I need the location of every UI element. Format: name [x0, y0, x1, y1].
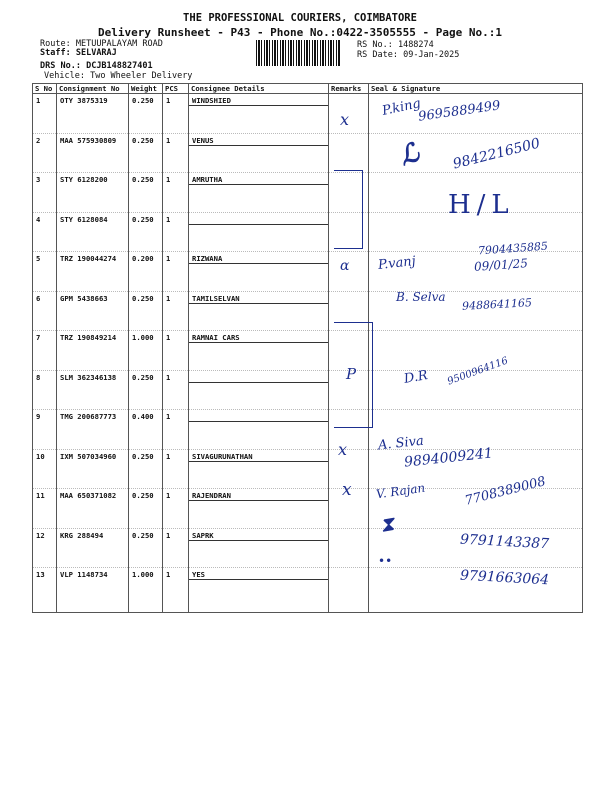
cell-consignee	[189, 410, 329, 450]
cell-cn: SLM 362346138	[57, 370, 129, 410]
cell-sno: 5	[33, 252, 57, 292]
vehicle-line	[44, 71, 192, 81]
cell-cn: VLP 1148734	[57, 568, 129, 613]
cell-sno: 6	[33, 291, 57, 331]
consignee-underline	[189, 184, 328, 185]
rs-no-line	[357, 40, 434, 50]
route-value: METUUPALAYAM ROAD	[75, 39, 163, 49]
cell-consignee: WINDSHIED	[189, 94, 329, 134]
cell-pcs: 1	[163, 212, 189, 252]
cell-sno: 7	[33, 331, 57, 371]
phone-row8: 9500964116	[446, 355, 510, 388]
cell-consignee: TAMILSELVAN	[189, 291, 329, 331]
remark-mark-11: x	[342, 480, 352, 500]
consignee-underline	[189, 382, 328, 383]
cell-weight: 0.250	[129, 94, 163, 134]
rs-date-value: 09-Jan-2025	[403, 50, 460, 60]
consignee-underline	[189, 303, 328, 304]
cell-sno: 2	[33, 133, 57, 173]
cell-pcs: 1	[163, 410, 189, 450]
cell-remarks	[329, 528, 369, 568]
vehicle-value: Two Wheeler Delivery	[90, 71, 193, 81]
remark-mark-8: P	[346, 365, 357, 383]
consignee-underline	[189, 421, 328, 422]
phone-row13: 9791663064	[459, 567, 550, 589]
cell-weight: 0.250	[129, 212, 163, 252]
cell-weight: 0.250	[129, 133, 163, 173]
drs-label: DRS No.:	[40, 61, 81, 71]
phone-row6: 9488641165	[461, 296, 533, 313]
cell-consignee	[189, 212, 329, 252]
cell-consignee: RIZWANA	[189, 252, 329, 292]
cell-cn: TMG 200687773	[57, 410, 129, 450]
col-header-pcs: PCS	[163, 84, 189, 94]
cell-consignee: SIVAGURUNATHAN	[189, 449, 329, 489]
cell-weight: 0.200	[129, 252, 163, 292]
cell-consignee: AMRUTHA	[189, 173, 329, 213]
cell-weight: 0.250	[129, 370, 163, 410]
cell-remarks	[329, 133, 369, 173]
remark-mark-5: α	[340, 258, 350, 274]
signature-row1: P.king	[380, 96, 423, 119]
staff-label: Staff:	[40, 48, 71, 58]
cell-cn: MAA 650371082	[57, 489, 129, 529]
cell-cn: OTY 3875319	[57, 94, 129, 134]
drs-value: DCJB148827401	[86, 61, 153, 71]
cell-pcs: 1	[163, 528, 189, 568]
consignee-underline	[189, 500, 328, 501]
consignee-underline	[189, 105, 328, 106]
cell-cn: STY 6128200	[57, 173, 129, 213]
drs-line	[40, 61, 153, 71]
phone-row2: 9842216500	[451, 135, 542, 173]
cell-cn: GPM 5438663	[57, 291, 129, 331]
rs-date-label: RS Date:	[357, 50, 398, 60]
table-row	[33, 449, 583, 489]
cell-pcs: 1	[163, 489, 189, 529]
barcode	[256, 40, 340, 66]
signature-row10: A. Siva	[377, 433, 425, 454]
vehicle-label: Vehicle:	[44, 71, 85, 81]
phone-row10: 9894009241	[403, 445, 494, 471]
cell-sno: 9	[33, 410, 57, 450]
signature-row8: D.R	[402, 368, 430, 387]
cell-pcs: 1	[163, 331, 189, 371]
mark-row3: H/L	[448, 190, 515, 220]
cell-consignee: RAJENDRAN	[189, 489, 329, 529]
cell-pcs: 1	[163, 291, 189, 331]
cell-cn: TRZ 190044274	[57, 252, 129, 292]
cell-pcs: 1	[163, 449, 189, 489]
consignee-underline	[189, 461, 328, 462]
cell-remarks	[329, 568, 369, 613]
signature-row5: P.vanj	[377, 254, 417, 273]
remark-mark-10: x	[338, 440, 348, 459]
table-row	[33, 410, 583, 450]
col-header-weight: Weight	[129, 84, 163, 94]
staff-value: SELVARAJ	[75, 48, 117, 58]
col-header-remarks: Remarks	[329, 84, 369, 94]
cell-sno: 12	[33, 528, 57, 568]
remarks-bracket-upper	[334, 170, 363, 249]
cell-pcs: 1	[163, 94, 189, 134]
cell-sno: 13	[33, 568, 57, 613]
cell-consignee: VENUS	[189, 133, 329, 173]
cell-weight: 1.000	[129, 331, 163, 371]
cell-sno: 4	[33, 212, 57, 252]
route-label: Route:	[40, 39, 71, 49]
phone-row11: 7708389008	[463, 474, 548, 509]
cell-consignee: SAPRK	[189, 528, 329, 568]
cell-cn: MAA 575930809	[57, 133, 129, 173]
consignee-underline	[189, 145, 328, 146]
cell-cn: KRG 288494	[57, 528, 129, 568]
cell-sno: 3	[33, 173, 57, 213]
cell-weight: 0.250	[129, 173, 163, 213]
rs-no-value: 1488274	[397, 40, 434, 50]
cell-sno: 10	[33, 449, 57, 489]
cell-weight: 0.250	[129, 489, 163, 529]
cell-sno: 11	[33, 489, 57, 529]
scribble-row12: ⧗	[378, 510, 397, 538]
cell-consignee	[189, 370, 329, 410]
phone-row5: 7904435885	[477, 239, 549, 258]
cell-weight: 0.250	[129, 528, 163, 568]
signature-row6: B. Selva	[396, 290, 446, 304]
cell-consignee: YES	[189, 568, 329, 613]
scribble-row2: ℒ	[395, 137, 424, 173]
table-row	[33, 370, 583, 410]
cell-weight: 0.250	[129, 291, 163, 331]
cell-sno: 8	[33, 370, 57, 410]
cell-pcs: 1	[163, 133, 189, 173]
staff-line	[40, 48, 117, 58]
consignee-underline	[189, 263, 328, 264]
col-header-sno: S No	[33, 84, 57, 94]
phone-row12: 9791143387	[459, 531, 550, 553]
cell-weight: 0.400	[129, 410, 163, 450]
remark-mark-1: x	[340, 110, 350, 129]
scribble-row13: ••	[378, 554, 393, 568]
rs-no-label: RS No.:	[357, 40, 393, 50]
cell-pcs: 1	[163, 173, 189, 213]
cell-cn: TRZ 190849214	[57, 331, 129, 371]
consignee-underline	[189, 224, 328, 225]
cell-pcs: 1	[163, 370, 189, 410]
consignee-underline	[189, 342, 328, 343]
col-header-signature: Seal & Signature	[369, 84, 583, 94]
cell-weight: 1.000	[129, 568, 163, 613]
consignee-underline	[189, 540, 328, 541]
date-row5: 09/01/25	[473, 256, 529, 274]
consignee-underline	[189, 579, 328, 580]
phone-row1: 9695889499	[417, 98, 502, 125]
cell-weight: 0.250	[129, 449, 163, 489]
cell-pcs: 1	[163, 568, 189, 613]
rs-date-line	[357, 50, 459, 60]
cell-pcs: 1	[163, 252, 189, 292]
runsheet-subtitle: Delivery Runsheet - P43 - Phone No.:0422-3505555 - Page No.:1	[98, 26, 502, 39]
table-header-row	[33, 84, 583, 94]
col-header-consignee: Consignee Details	[189, 84, 329, 94]
cell-sno: 1	[33, 94, 57, 134]
signature-row11: V. Rajan	[375, 480, 427, 502]
cell-consignee: RAMNAI CARS	[189, 331, 329, 371]
cell-signature	[369, 331, 583, 371]
col-header-consignment: Consignment No	[57, 84, 129, 94]
cell-cn: IXM 507034960	[57, 449, 129, 489]
cell-cn: STY 6128084	[57, 212, 129, 252]
company-title: THE PROFESSIONAL COURIERS, COIMBATORE	[183, 12, 417, 24]
